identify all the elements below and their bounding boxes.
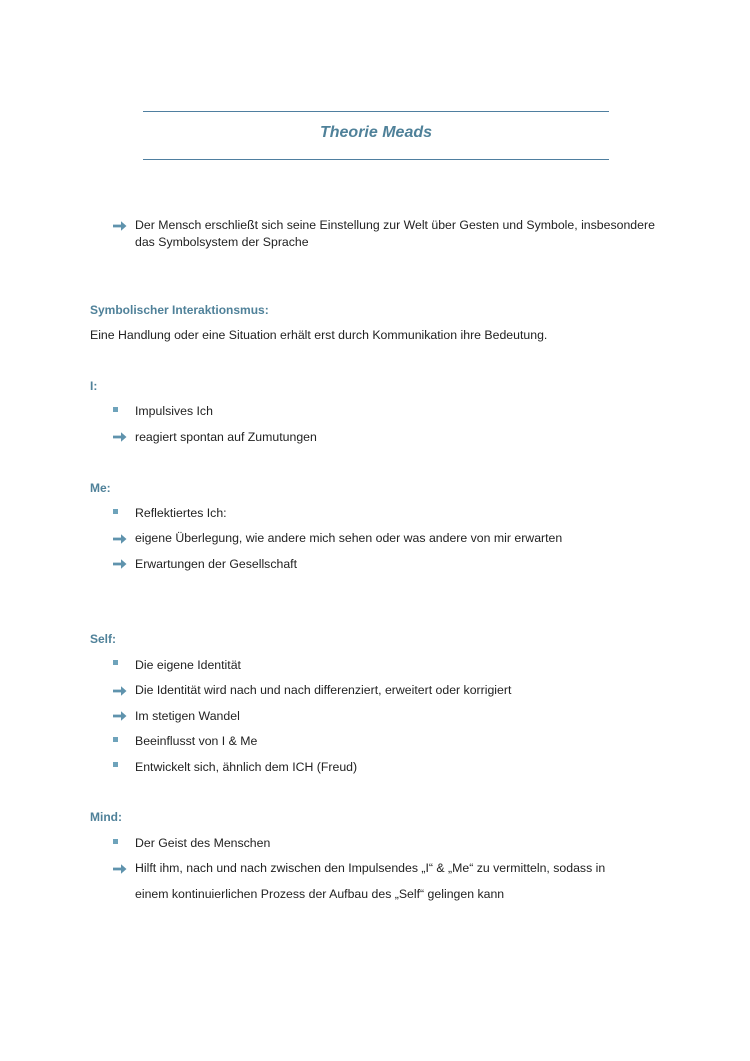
section-heading-mind: Mind: xyxy=(90,810,122,824)
title-rule-top xyxy=(143,111,609,112)
square-bullet-icon xyxy=(113,737,118,742)
square-bullet-icon xyxy=(113,509,118,514)
intro-line-2: das Symbolsystem der Sprache xyxy=(135,235,309,249)
list-item: Impulsives Ich xyxy=(135,404,213,418)
mind-item-line-1: Hilft ihm, nach und nach zwischen den Impulsendes „I“ & „Me“ zu vermitteln, sodass in xyxy=(135,861,606,875)
section-heading-me: Me: xyxy=(90,481,111,495)
list-item: Im stetigen Wandel xyxy=(135,709,240,723)
list-item: Reflektiertes Ich: xyxy=(135,506,227,520)
list-item: Der Geist des Menschen xyxy=(135,836,271,850)
square-bullet-icon xyxy=(113,660,118,665)
section-heading-self: Self: xyxy=(90,632,117,646)
list-item: Erwartungen der Gesellschaft xyxy=(135,557,297,571)
arrow-icon xyxy=(113,220,127,232)
arrow-icon xyxy=(113,863,127,875)
arrow-icon xyxy=(113,431,127,443)
section-heading-symbolic: Symbolischer Interaktionsmus: xyxy=(90,303,269,317)
list-item: Beeinflusst von I & Me xyxy=(135,734,258,748)
intro-line-1: Der Mensch erschließt sich seine Einstellung zur Welt über Gesten und Symbole, insbesondere xyxy=(135,218,655,232)
list-item: Entwickelt sich, ähnlich dem ICH (Freud) xyxy=(135,760,358,774)
title-rule-bottom xyxy=(143,159,609,160)
arrow-icon xyxy=(113,558,127,570)
list-item: Die Identität wird nach und nach differenziert, erweitert oder korrigiert xyxy=(135,683,512,697)
list-item: eigene Überlegung, wie andere mich sehen oder was andere von mir erwarten xyxy=(135,531,563,545)
arrow-icon xyxy=(113,710,127,722)
square-bullet-icon xyxy=(113,839,118,844)
section-heading-i: I: xyxy=(90,379,98,393)
list-item: reagiert spontan auf Zumutungen xyxy=(135,430,317,444)
mind-item-line-2: einem kontinuierlichen Prozess der Aufbau des „Self“ gelingen kann xyxy=(135,887,505,901)
arrow-icon xyxy=(113,685,127,697)
list-item: Die eigene Identität xyxy=(135,658,241,672)
page-title: Theorie Meads xyxy=(319,124,433,141)
square-bullet-icon xyxy=(113,407,118,412)
square-bullet-icon xyxy=(113,762,118,767)
arrow-icon xyxy=(113,533,127,545)
symbolic-text: Eine Handlung oder eine Situation erhält erst durch Kommunikation ihre Bedeutung. xyxy=(90,328,548,342)
